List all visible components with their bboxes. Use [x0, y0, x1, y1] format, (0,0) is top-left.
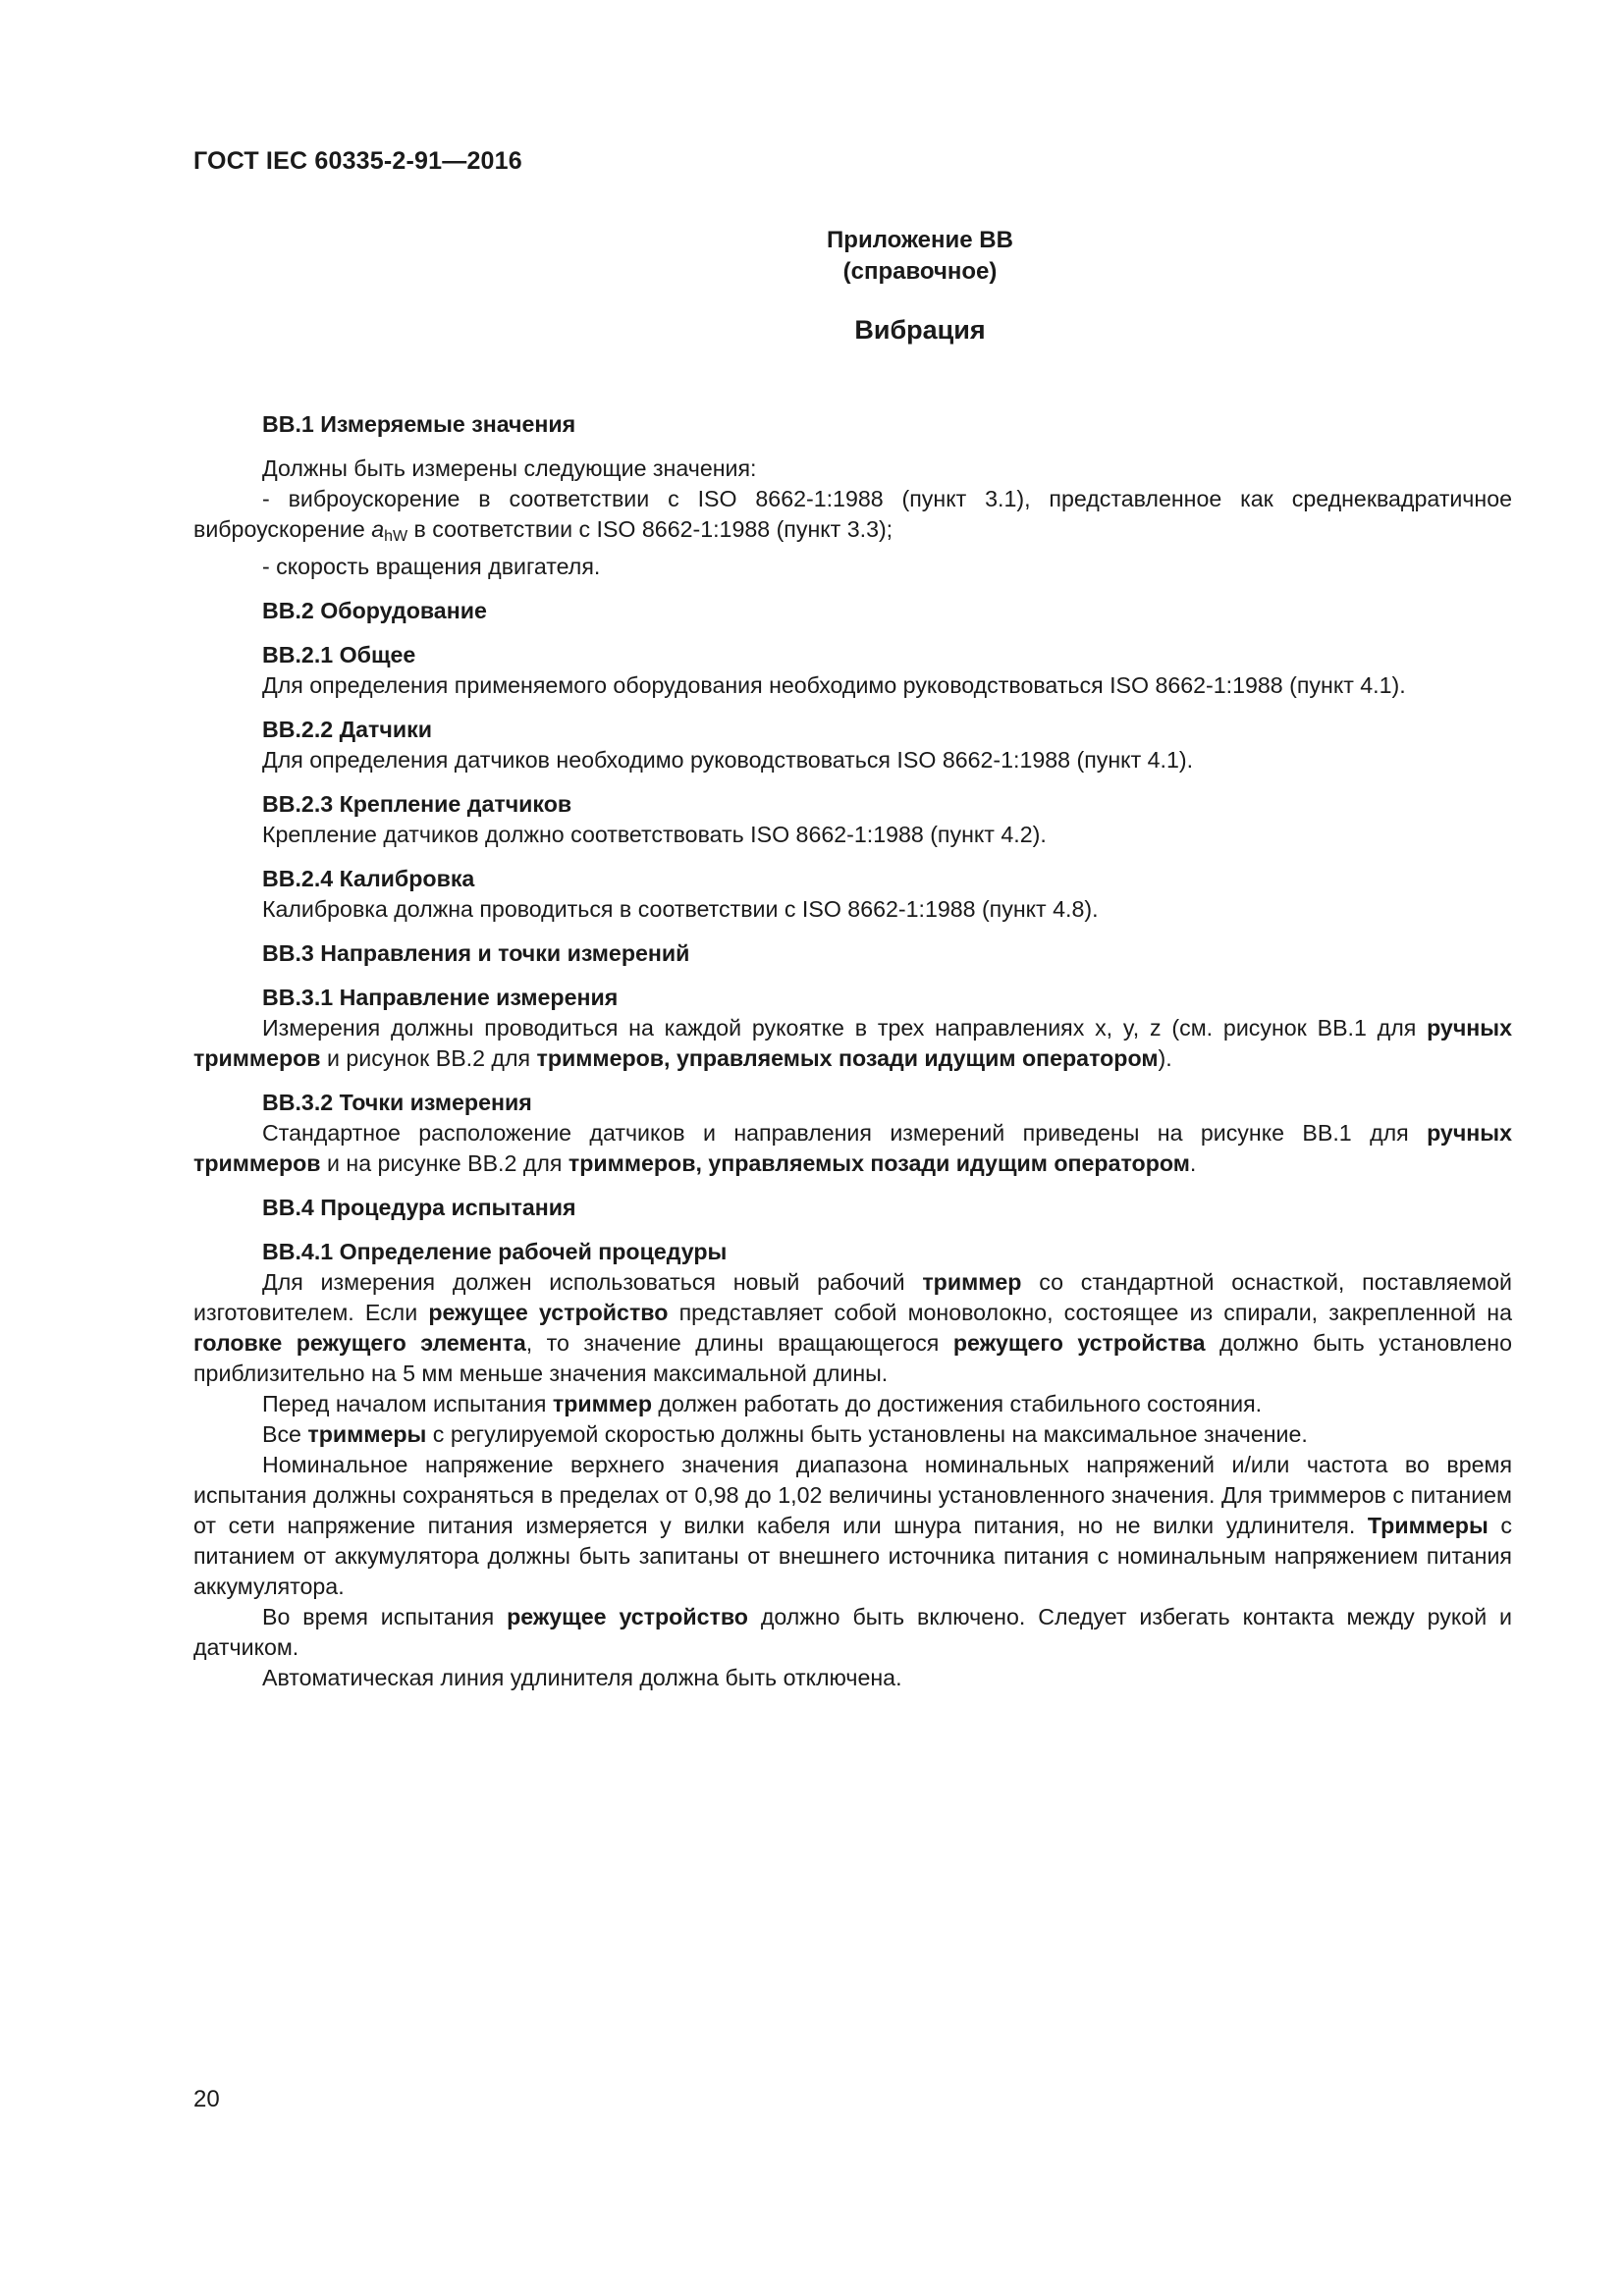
paragraph: [193, 745, 1512, 775]
annex-title: Вибрация: [854, 315, 986, 345]
bold-term: ручных триммеров: [193, 1120, 1512, 1176]
section-block: [193, 983, 1512, 1074]
section-heading: ВВ.2.2 Датчики: [262, 717, 432, 742]
paragraph: [193, 1267, 1512, 1389]
paragraph: [193, 1389, 1512, 1419]
text-run: - скорость вращения двигателя.: [262, 554, 601, 579]
bold-term: триммеры: [307, 1421, 427, 1447]
text-run: Крепление датчиков должно соответствовать ISO 8662-1:1988 (пункт 4.2).: [262, 822, 1047, 847]
section-block: [193, 1193, 1512, 1223]
text-run: и рисунок ВВ.2 для: [320, 1045, 537, 1071]
paragraph: [193, 894, 1512, 925]
page-number: 20: [193, 2086, 220, 2112]
section-block: [193, 789, 1512, 850]
bold-term: ручных триммеров: [193, 1015, 1512, 1071]
bold-term: режущее устройство: [428, 1300, 669, 1325]
paragraph: [193, 1663, 1512, 1693]
paragraph: [193, 820, 1512, 850]
section-block: [193, 409, 1512, 582]
annex-heading: [0, 225, 1624, 288]
section-heading: ВВ.2.4 Калибровка: [262, 866, 475, 891]
text-run: с регулируемой скоростью должны быть установлены на максимальное значение.: [426, 1421, 1308, 1447]
text-run: Должны быть измерены следующие значения:: [262, 455, 757, 481]
bold-term: головке режущего элемента: [193, 1330, 526, 1356]
text-run: с питанием от аккумулятора должны быть запитаны от внешнего источника питания с номинальным напряжением питания аккумулятора.: [193, 1513, 1512, 1599]
text-run: a: [371, 516, 385, 542]
text-run: .: [1189, 1150, 1197, 1176]
text-run: должен работать до достижения стабильного состояния.: [651, 1391, 1263, 1416]
section-heading: ВВ.2.1 Общее: [262, 642, 416, 667]
text-run: со стандартной оснасткой, поставляемой изготовителем. Если: [193, 1269, 1512, 1325]
section-heading: ВВ.3.1 Направление измерения: [262, 985, 619, 1010]
section-block: [193, 938, 1512, 969]
section-heading: ВВ.4.1 Определение рабочей процедуры: [262, 1239, 728, 1264]
text-run: должно быть установлено приблизительно на 5 мм меньше значения максимальной длины.: [193, 1330, 1513, 1386]
annex-type: (справочное): [842, 258, 998, 285]
section-block: [193, 640, 1512, 701]
section-block: [193, 1237, 1512, 1693]
text-run: Для измерения должен использоваться новый рабочий: [262, 1269, 923, 1295]
bold-term: триммер: [552, 1391, 652, 1416]
section-block: [193, 864, 1512, 925]
paragraph: [193, 552, 1512, 582]
text-run: Во время испытания: [262, 1604, 508, 1629]
bold-term: режущего устройства: [952, 1330, 1206, 1356]
document-body: [193, 396, 1512, 1707]
section-heading: ВВ.2 Оборудование: [262, 598, 487, 623]
paragraph: [193, 1602, 1512, 1663]
section-block: [193, 596, 1512, 626]
text-run: представляет собой моноволокно, состоящее из спирали, закрепленной на: [668, 1300, 1513, 1325]
section-block: [193, 1088, 1512, 1179]
text-run: ).: [1158, 1045, 1172, 1071]
text-run: Для определения датчиков необходимо руководствоваться ISO 8662-1:1988 (пункт 4.1).: [262, 747, 1194, 773]
text-run: Перед началом испытания: [262, 1391, 553, 1416]
bold-term: триммер: [922, 1269, 1022, 1295]
text-run: hW: [384, 528, 408, 545]
section-heading: ВВ.4 Процедура испытания: [262, 1195, 576, 1220]
annex-label: Приложение ВВ: [827, 227, 1013, 253]
paragraph: [193, 1118, 1512, 1179]
text-run: должно быть включено. Следует избегать контакта между рукой и датчиком.: [193, 1604, 1513, 1660]
bold-term: триммеров, управляемых позади идущим оператором: [568, 1150, 1190, 1176]
text-run: Номинальное напряжение верхнего значения диапазона номинальных напряжений и/или частота во время испытания должны сохраняться в пределах от 0,98 до 1,02 величины установленного значения. Для триммеров с питанием от сети напряжение питания измеряется у вилки кабеля или шнура питания, но не вилки удлинителя.: [193, 1452, 1512, 1538]
section-heading: ВВ.2.3 Крепление датчиков: [262, 791, 572, 817]
paragraph: [193, 1419, 1512, 1450]
text-run: Все: [262, 1421, 308, 1447]
bold-term: Триммеры: [1367, 1513, 1489, 1538]
text-run: Стандартное расположение датчиков и направления измерений приведены на рисунке ВВ.1 для: [262, 1120, 1428, 1146]
section-heading: ВВ.1 Измеряемые значения: [262, 411, 576, 437]
text-run: Автоматическая линия удлинителя должна быть отключена.: [262, 1665, 902, 1690]
text-run: и на рисунке ВВ.2 для: [320, 1150, 568, 1176]
section-heading: ВВ.3.2 Точки измерения: [262, 1090, 532, 1115]
section-block: [193, 715, 1512, 775]
paragraph: [193, 484, 1512, 552]
paragraph: [193, 670, 1512, 701]
document-header: ГОСТ IEC 60335-2-91—2016: [193, 147, 522, 175]
text-run: Калибровка должна проводиться в соответствии с ISO 8662-1:1988 (пункт 4.8).: [262, 896, 1099, 922]
bold-term: режущее устройство: [507, 1604, 748, 1629]
text-run: Для определения применяемого оборудования необходимо руководствоваться ISO 8662-1:1988 (пункт 4.1).: [262, 672, 1406, 698]
paragraph: [193, 1013, 1512, 1074]
bold-term: триммеров, управляемых позади идущим оператором: [536, 1045, 1159, 1071]
paragraph: [193, 1450, 1512, 1602]
text-run: , то значение длины вращающегося: [525, 1330, 953, 1356]
paragraph: [193, 454, 1512, 484]
section-heading: ВВ.3 Направления и точки измерений: [262, 940, 690, 966]
text-run: в соответствии с ISO 8662-1:1988 (пункт 3.3);: [407, 516, 893, 542]
text-run: - виброускорение в соответствии с ISO 8662-1:1988 (пункт 3.1), представленное как среднеквадратичное виброускорение: [193, 486, 1512, 542]
text-run: Измерения должны проводиться на каждой рукоятке в трех направлениях x, y, z (см. рисунок ВВ.1 для: [262, 1015, 1428, 1041]
